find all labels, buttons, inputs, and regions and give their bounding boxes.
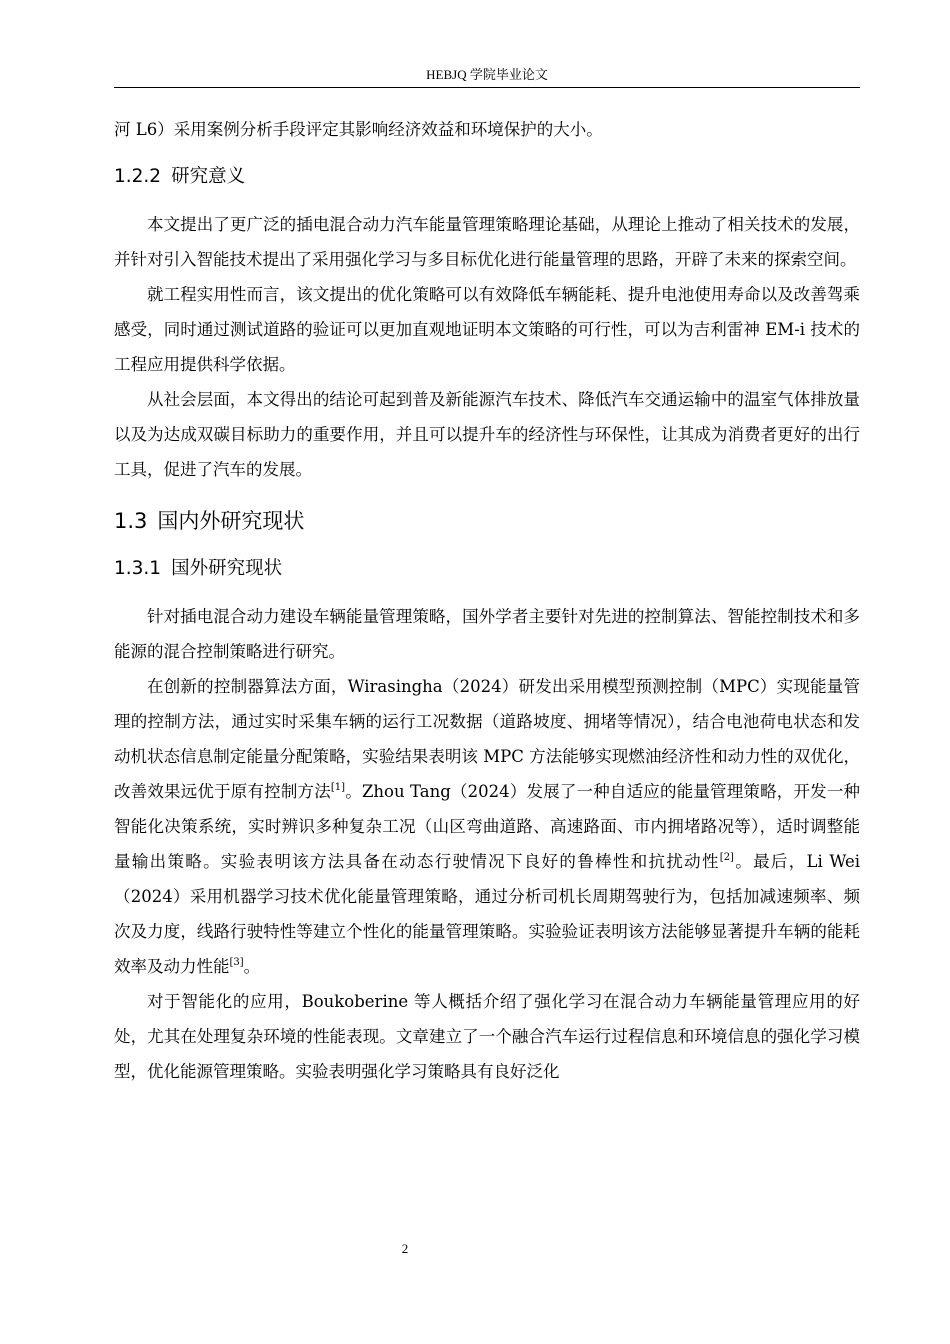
section-title: 研究意义: [171, 166, 246, 187]
page-header: [114, 66, 860, 88]
paragraph-text: 。最后，Li Wei（2024）采用机器学习技术优化能量管理策略，通过分析司机长周期驾驶行为，包括加减速频率、频次及力度，线路行驶特性等建立个性化的能量管理策略。实验验证表明该方法能够显著提升车辆的能耗效率及动力性能: [114, 852, 861, 976]
section-heading-1-3: [114, 505, 860, 537]
paragraph-text: 在创新的控制器算法方面，Wirasingha（2024）研发出采用模型预测控制（MPC）实现能量管理的控制方法，通过实时采集车辆的运行工况数据（道路坡度、拥堵等情况），结合电池荷电状态和发动机状态信息制定能量分配策略，实验结果表明该 MPC 方法能够实现燃油经济性和动力性的双优化，改善效果远优于原有控制方法: [114, 677, 860, 801]
section-title: 国内外研究现状: [157, 509, 305, 533]
page-body: [114, 112, 860, 1089]
paragraph: 就工程实用性而言，该文提出的优化策略可以有效降低车辆能耗、提升电池使用寿命以及改善驾乘感受，同时通过测试道路的验证可以更加直观地证明本文策略的可行性，可以为吉利雷神 EM-i 技术的工程应用提供科学依据。: [114, 285, 860, 374]
paragraph-with-citations: [114, 669, 860, 984]
citation-ref: [3]: [229, 957, 244, 968]
section-heading-1-3-1: [114, 555, 860, 583]
paragraph: 针对插电混合动力建设车辆能量管理策略，国外学者主要针对先进的控制算法、智能控制技术和多能源的混合控制策略进行研究。: [114, 607, 860, 661]
page-footer: [0, 1241, 810, 1257]
section-heading-1-2-2: [114, 163, 860, 191]
header-title: HEBJQ 学院毕业论文: [426, 67, 548, 82]
section-number: 1.2.2: [114, 166, 162, 187]
paragraph-text: 。: [243, 957, 261, 976]
section-title: 国外研究现状: [171, 558, 283, 579]
page-number: 2: [401, 1241, 409, 1256]
section-number: 1.3: [114, 509, 148, 533]
paragraph: 本文提出了更广泛的插电混合动力汽车能量管理策略理论基础，从理论上推动了相关技术的发展，并针对引入智能技术提出了采用强化学习与多目标优化进行能量管理的思路，开辟了未来的探索空间。: [114, 215, 860, 269]
intro-line: 河 L6）采用案例分析手段评定其影响经济效益和环境保护的大小。: [114, 120, 603, 139]
citation-ref: [2]: [719, 852, 734, 863]
citation-ref: [1]: [330, 782, 346, 793]
paragraph-text: 。Zhou Tang（2024）发展了一种自适应的能量管理策略，开发一种智能化决策系统，实时辨识多种复杂工况（山区弯曲道路、高速路面、市内拥堵路况等），适时调整能量输出策略。实验表明该方法具备在动态行驶情况下良好的鲁棒性和抗扰动性: [114, 782, 861, 871]
paragraph: 对于智能化的应用，Boukoberine 等人概括介绍了强化学习在混合动力车辆能量管理应用的好处，尤其在处理复杂环境的性能表现。文章建立了一个融合汽车运行过程信息和环境信息的强化学习模型，优化能源管理策略。实验表明强化学习策略具有良好泛化: [114, 992, 860, 1081]
section-number: 1.3.1: [114, 558, 162, 579]
paragraph: 从社会层面，本文得出的结论可起到普及新能源汽车技术、降低汽车交通运输中的温室气体排放量以及为达成双碳目标助力的重要作用，并且可以提升车的经济性与环保性，让其成为消费者更好的出行工具，促进了汽车的发展。: [114, 390, 860, 479]
